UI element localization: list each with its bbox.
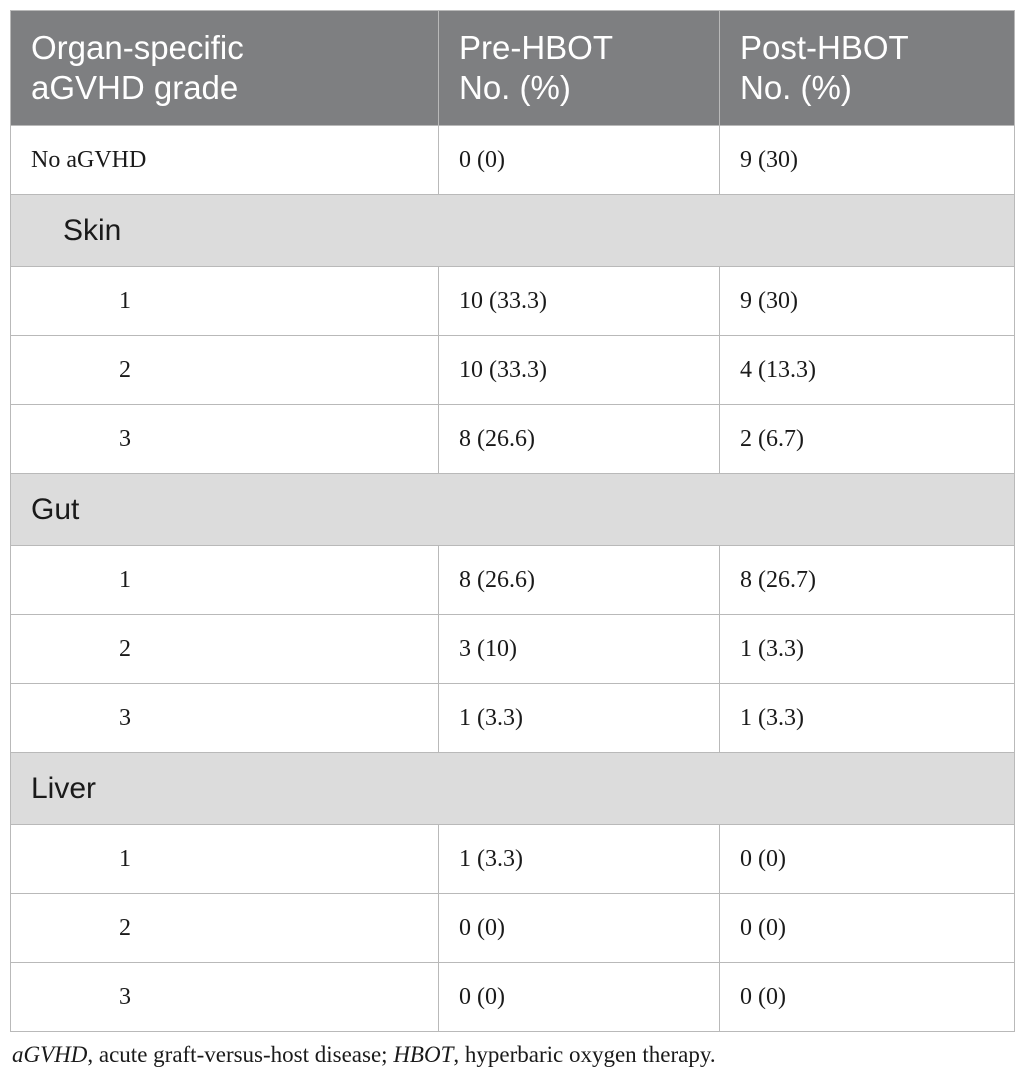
cell-grade: 2 [11,615,439,684]
cell-pre: 0 (0) [439,894,720,963]
footnote-abbr-agvhd: aGVHD [12,1042,88,1067]
cell-pre: 8 (26.6) [439,405,720,474]
table-row [11,546,1015,615]
cell-post: 1 (3.3) [720,615,1015,684]
section-label: Gut [11,474,1015,546]
section-label: Skin [11,195,1015,267]
footnote-def-agvhd: , acute graft-versus-host disease; [87,1042,394,1067]
cell-pre: 10 (33.3) [439,267,720,336]
cell-pre: 10 (33.3) [439,336,720,405]
cell-grade: 2 [11,894,439,963]
cell-pre: 1 (3.3) [439,684,720,753]
cell-post: 9 (30) [720,126,1015,195]
cell-post: 9 (30) [720,267,1015,336]
cell-grade: 1 [11,267,439,336]
section-row-skin [11,195,1015,267]
cell-post: 0 (0) [720,963,1015,1032]
cell-grade: 3 [11,684,439,753]
header-organ-grade [11,11,439,126]
table-row [11,615,1015,684]
cell-grade: 3 [11,963,439,1032]
header-post-hbot [720,11,1015,126]
cell-pre: 0 (0) [439,126,720,195]
table-row [11,684,1015,753]
cell-pre: 1 (3.3) [439,825,720,894]
header-organ-grade-line1: Organ-specific [31,29,244,66]
cell-grade: 3 [11,405,439,474]
table-row [11,894,1015,963]
table-row [11,405,1015,474]
table-row [11,267,1015,336]
cell-grade: 1 [11,546,439,615]
cell-post: 0 (0) [720,894,1015,963]
header-post-hbot-line2: No. (%) [740,69,852,106]
header-pre-hbot-line2: No. (%) [459,69,571,106]
cell-pre: 8 (26.6) [439,546,720,615]
cell-label: No aGVHD [11,126,439,195]
cell-post: 0 (0) [720,825,1015,894]
header-row [11,11,1015,126]
section-row-gut [11,474,1015,546]
header-post-hbot-line1: Post-HBOT [740,29,909,66]
cell-post: 1 (3.3) [720,684,1015,753]
section-row-liver [11,753,1015,825]
section-label: Liver [11,753,1015,825]
table-row-no-agvhd [11,126,1015,195]
footnote-def-hbot: , hyperbaric oxygen therapy. [453,1042,716,1067]
cell-post: 2 (6.7) [720,405,1015,474]
cell-grade: 2 [11,336,439,405]
header-organ-grade-line2: aGVHD grade [31,69,239,106]
data-table [10,10,1015,1032]
header-pre-hbot-line1: Pre-HBOT [459,29,614,66]
table-footnote [12,1042,716,1068]
header-pre-hbot [439,11,720,126]
cell-post: 4 (13.3) [720,336,1015,405]
cell-pre: 3 (10) [439,615,720,684]
cell-post: 8 (26.7) [720,546,1015,615]
table-row [11,336,1015,405]
table-row [11,963,1015,1032]
table-row [11,825,1015,894]
footnote-abbr-hbot: HBOT [393,1042,454,1067]
cell-pre: 0 (0) [439,963,720,1032]
cell-grade: 1 [11,825,439,894]
